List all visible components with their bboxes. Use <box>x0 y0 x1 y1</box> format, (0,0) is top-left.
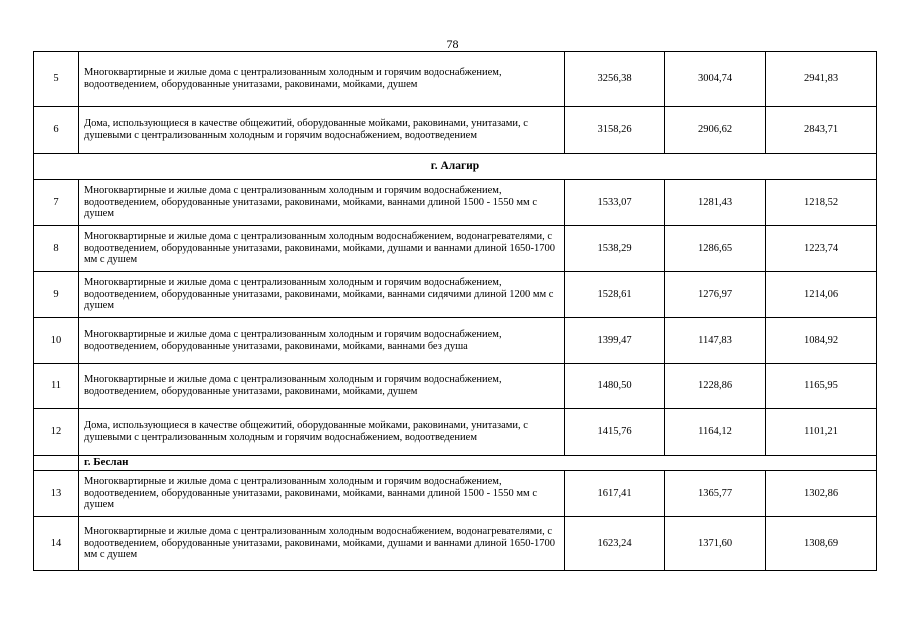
table-row <box>34 180 877 226</box>
table-row <box>34 107 877 154</box>
section-header-row <box>34 456 877 471</box>
tariff-table <box>33 51 877 571</box>
row-value-1: 1533,07 <box>565 180 665 226</box>
row-description: Многоквартирные и жилые дома с централизованным холодным и горячим водоснабжением, водоотведением, оборудованные унитазами, раковинами, мойками, ваннами без душа <box>79 318 565 364</box>
row-value-3: 1165,95 <box>766 364 877 409</box>
row-description: Дома, использующиеся в качестве общежитий, оборудованные мойками, раковинами, унитазами, с душевыми с централизованным холодным и горячим водоснабжением, водоотведением <box>79 409 565 456</box>
page-number: 78 <box>446 37 459 51</box>
section-header-row <box>34 154 877 180</box>
row-value-3: 2843,71 <box>766 107 877 154</box>
row-value-3: 2941,83 <box>766 52 877 107</box>
row-value-1: 1617,41 <box>565 471 665 517</box>
row-value-2: 1276,97 <box>665 272 766 318</box>
row-value-3: 1101,21 <box>766 409 877 456</box>
row-number: 8 <box>34 226 79 272</box>
table-row <box>34 364 877 409</box>
row-value-2: 1147,83 <box>665 318 766 364</box>
row-value-2: 3004,74 <box>665 52 766 107</box>
row-description: Дома, использующиеся в качестве общежитий, оборудованные мойками, раковинами, унитазами, с душевыми с централизованным холодным и горячим водоснабжением, водоотведением <box>79 107 565 154</box>
table-row <box>34 409 877 456</box>
table-row <box>34 517 877 571</box>
row-value-1: 1399,47 <box>565 318 665 364</box>
row-value-1: 1415,76 <box>565 409 665 456</box>
row-value-3: 1084,92 <box>766 318 877 364</box>
table-row <box>34 318 877 364</box>
table-row <box>34 226 877 272</box>
row-value-1: 3158,26 <box>565 107 665 154</box>
table-row <box>34 471 877 517</box>
row-number: 12 <box>34 409 79 456</box>
row-value-2: 1164,12 <box>665 409 766 456</box>
row-value-2: 1286,65 <box>665 226 766 272</box>
section-title: г. Беслан <box>79 456 877 471</box>
row-description: Многоквартирные и жилые дома с централизованным холодным и горячим водоснабжением, водоотведением, оборудованные унитазами, раковинами, мойками, ваннами длиной 1500 - 1550 мм с душем <box>79 180 565 226</box>
table-row <box>34 272 877 318</box>
row-number: 9 <box>34 272 79 318</box>
row-value-3: 1218,52 <box>766 180 877 226</box>
row-description: Многоквартирные и жилые дома с централизованным холодным водоснабжением, водонагревателями, с водоотведением, оборудованные унитазами, раковинами, мойками, душами и ваннами длиной 1650-1700 мм с душем <box>79 517 565 571</box>
row-value-2: 1371,60 <box>665 517 766 571</box>
row-value-2: 1228,86 <box>665 364 766 409</box>
row-value-2: 1365,77 <box>665 471 766 517</box>
row-number: 13 <box>34 471 79 517</box>
row-value-1: 1538,29 <box>565 226 665 272</box>
row-description: Многоквартирные и жилые дома с централизованным холодным и горячим водоснабжением, водоотведением, оборудованные унитазами, раковинами, мойками, душем <box>79 52 565 107</box>
row-value-3: 1308,69 <box>766 517 877 571</box>
row-value-3: 1214,06 <box>766 272 877 318</box>
row-value-3: 1302,86 <box>766 471 877 517</box>
row-number: 11 <box>34 364 79 409</box>
row-value-1: 1528,61 <box>565 272 665 318</box>
section-title: г. Алагир <box>34 154 877 180</box>
row-description: Многоквартирные и жилые дома с централизованным холодным и горячим водоснабжением, водоотведением, оборудованные унитазами, раковинами, мойками, ваннами длиной 1500 - 1550 мм с душем <box>79 471 565 517</box>
row-value-3: 1223,74 <box>766 226 877 272</box>
row-number: 5 <box>34 52 79 107</box>
empty-cell <box>34 456 79 471</box>
row-description: Многоквартирные и жилые дома с централизованным холодным и горячим водоснабжением, водоотведением, оборудованные унитазами, раковинами, мойками, ваннами сидячими длиной 1200 мм с душем <box>79 272 565 318</box>
row-value-1: 1480,50 <box>565 364 665 409</box>
row-number: 6 <box>34 107 79 154</box>
row-number: 14 <box>34 517 79 571</box>
table-row <box>34 52 877 107</box>
row-value-1: 1623,24 <box>565 517 665 571</box>
row-value-2: 2906,62 <box>665 107 766 154</box>
row-value-1: 3256,38 <box>565 52 665 107</box>
row-description: Многоквартирные и жилые дома с централизованным холодным водоснабжением, водонагревателями, с водоотведением, оборудованные унитазами, раковинами, мойками, душами и ваннами длиной 1650-1700 мм с душем <box>79 226 565 272</box>
row-description: Многоквартирные и жилые дома с централизованным холодным и горячим водоснабжением, водоотведением, оборудованные унитазами, раковинами, мойками, душем <box>79 364 565 409</box>
row-number: 7 <box>34 180 79 226</box>
row-number: 10 <box>34 318 79 364</box>
row-value-2: 1281,43 <box>665 180 766 226</box>
